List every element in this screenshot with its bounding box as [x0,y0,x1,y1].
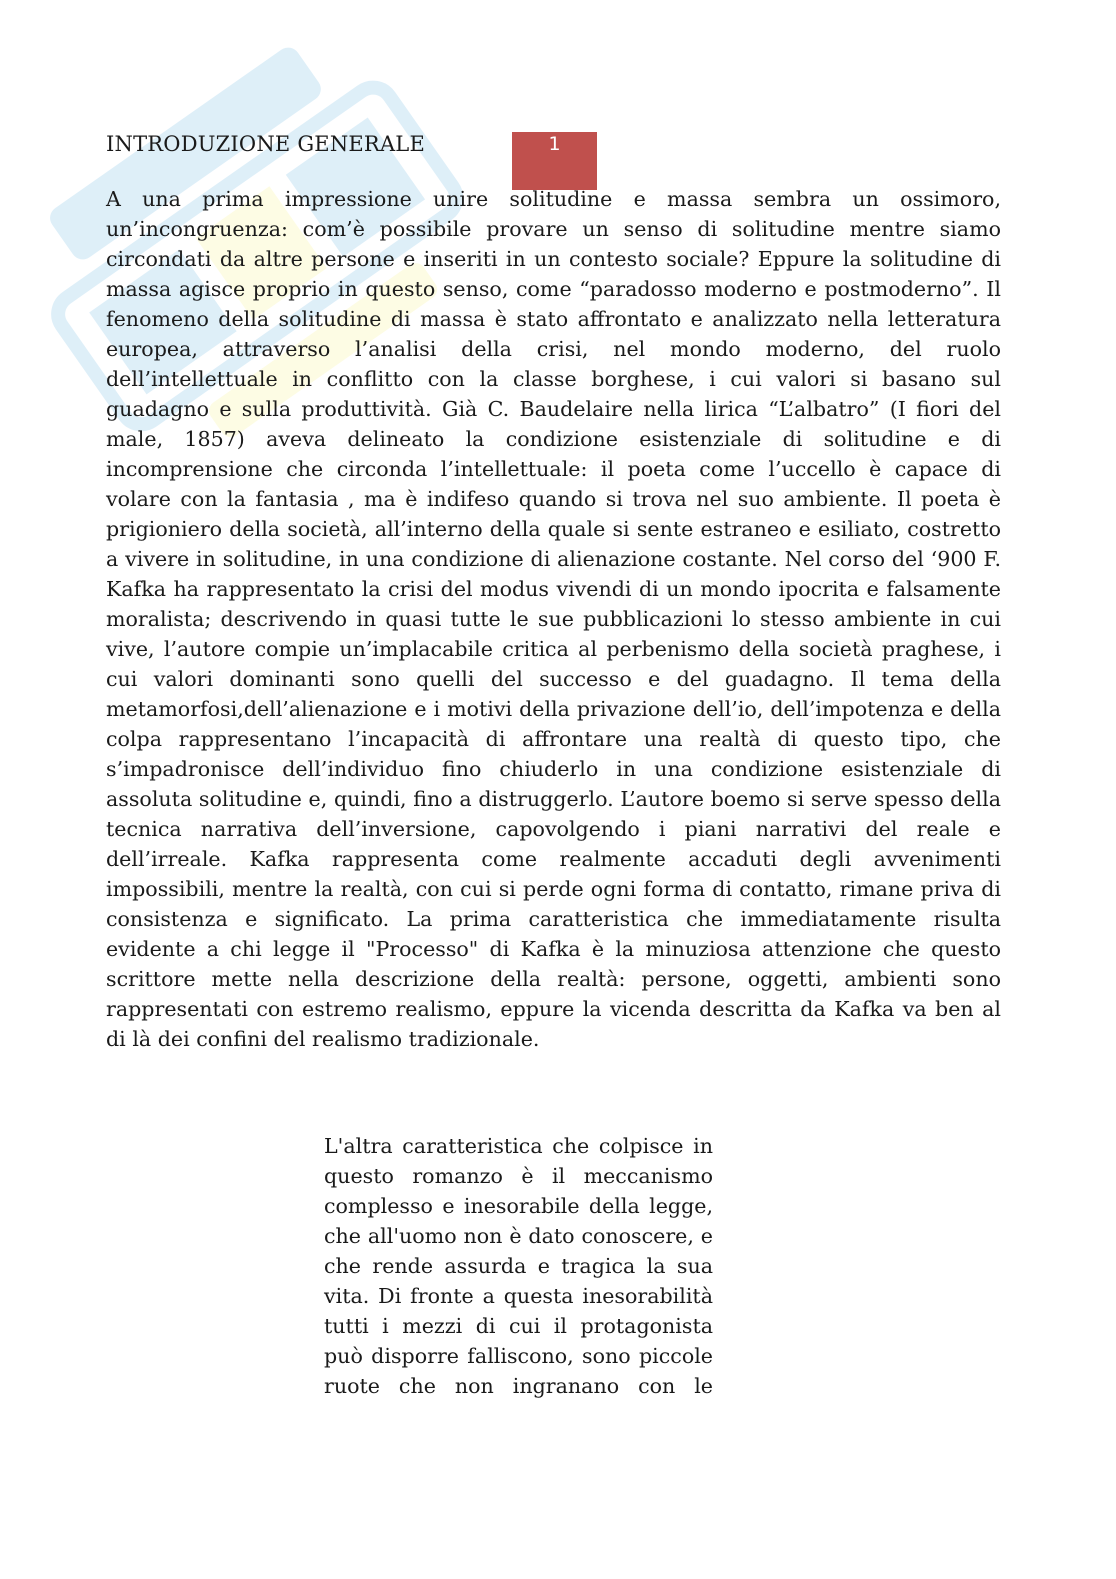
section-heading: INTRODUZIONE GENERALE [106,132,425,156]
column-paragraph: L'altra caratteristica che colpisce in questo romanzo è il meccanismo complesso e inesorabile della legge, che all'uomo non è dato conoscere, e che rende assurda e tragica la sua vita. Di fronte a questa inesorabilità tutti i mezzi di cui il protagonista può disporre falliscono, sono piccole ruote che non ingranano con le [324,1134,713,1398]
body-paragraph: A una prima impressione unire solitudine e massa sembra un ossimoro, un’incongruenza: com’è possibile provare un senso di solitudine mentre siamo circondati da altre persone e inseriti in un contesto sociale? Eppure la solitudine di massa agisce proprio in questo senso, come “paradosso moderno e postmoderno”. Il fenomeno della solitudine di massa è stato affrontato e analizzato nella letteratura europea, attraverso l’analisi della crisi, nel mondo moderno, del ruolo dell’intellettuale in conflitto con la classe borghese, i cui valori si basano sul guadagno e sulla produttività. Già C. Baudelaire nella lirica “L’albatro” (I fiori del male, 1857) aveva delineato la condizione esistenziale di solitudine e di incomprensione che circonda l’intellettuale: il poeta come l’uccello è capace di volare con la fantasia , ma è indifeso quando si trova nel suo ambiente. Il poeta è prigioniero della società, all’interno della quale si sente estraneo e esiliato, costretto a vivere in solitudine, in una condizione di alienazione costante. Nel corso del ‘900 F. Kafka ha rappresentato la crisi del modus vivendi di un mondo ipocrita e falsamente moralista; descrivendo in quasi tutte le sue pubblicazioni lo stesso ambiente in cui vive, l’autore compie un’implacabile critica al perbenismo della società praghese, i cui valori dominanti sono quelli del successo e del guadagno. Il tema della metamorfosi,dell’alienazione e i motivi della privazione dell’io, dell’impotenza e della colpa rappresentano l’incapacità di affrontare una realtà di questo tipo, che s’impadronisce dell’individuo fino chiuderlo in una condizione esistenziale di assoluta solitudine e, quindi, fino a distruggerlo. L’autore boemo si serve spesso della tecnica narrativa dell’inversione, capovolgendo i piani narrativi del reale e dell’irreale. Kafka rappresenta come realmente accaduti degli avvenimenti impossibili, mentre la realtà, con cui si perde ogni forma di contatto, rimane priva di consistenza e significato. La prima caratteristica che immediatamente risulta evidente a chi legge il "Processo" di Kafka è la minuziosa attenzione che questo scrittore mette nella descrizione della realtà: persone, oggetti, ambienti sono rappresentati con estremo realismo, eppure la vicenda descritta da Kafka va ben al di là dei confini del realismo tradizionale. [106,187,1001,1051]
page-number: 1 [548,133,561,155]
page-number-badge [512,132,597,190]
